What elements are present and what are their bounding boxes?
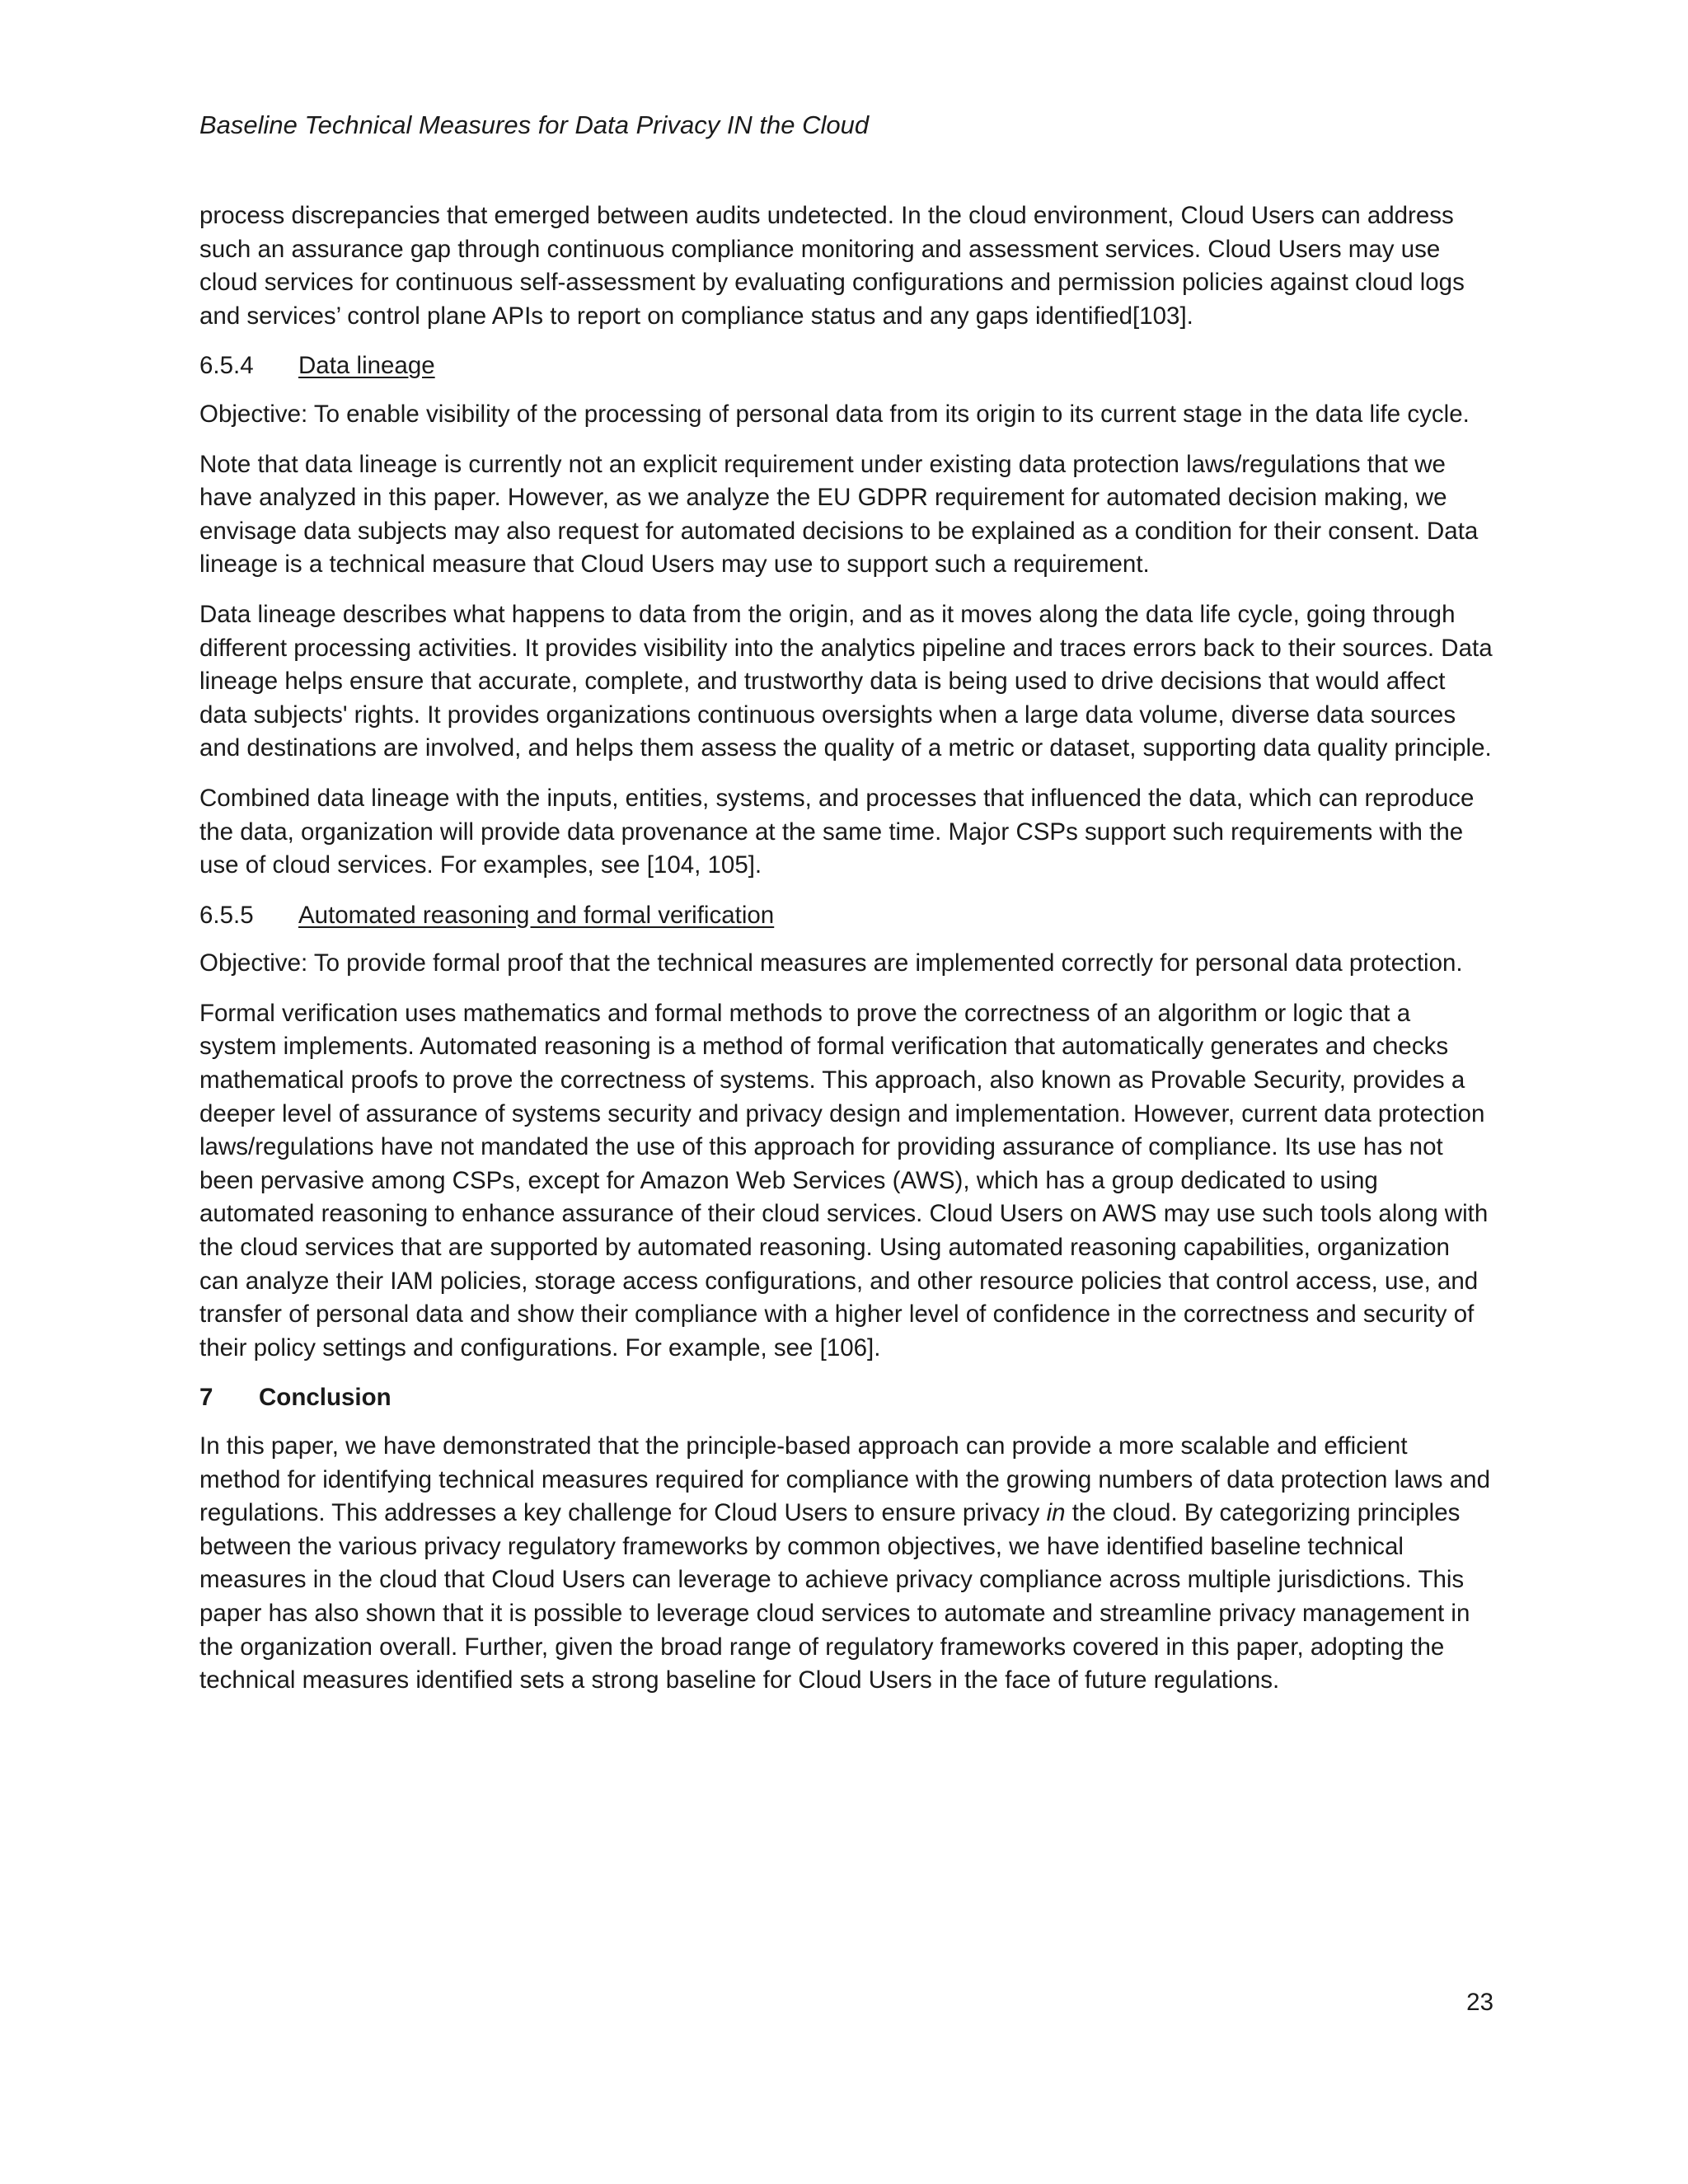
section-7-heading — [199, 1381, 1493, 1415]
section-title: Data lineage — [298, 352, 435, 380]
paragraph: Formal verification uses mathematics and formal methods to prove the correctness of an algorithm or logic that a system implements. Automated reasoning is a method of formal verification that automatically generates and checks mathematical proofs to prove the correctness of systems. This approach, also known as Provable Security, provides a deeper level of assurance of systems security and privacy design and implementation. However, current data protection laws/regulations have not mandated the use of this approach for providing assurance of compliance. Its use has not been pervasive among CSPs, except for Amazon Web Services (AWS), which has a group dedicated to using automated reasoning to enhance assurance of their cloud services. Cloud Users on AWS may use such tools along with the cloud services that are supported by automated reasoning. Using automated reasoning capabilities, organization can analyze their IAM policies, storage access configurations, and other resource policies that control access, use, and transfer of personal data and show their compliance with a higher level of confidence in the correctness and security of their policy settings and configurations. For example, see [106]. — [199, 999, 1489, 1361]
page-number: 23 — [1466, 1989, 1493, 2016]
conclusion-paragraph — [199, 1430, 1493, 1698]
intro-paragraph: process discrepancies that emerged between audits undetected. In the cloud environment, Cloud Users can address such an assurance gap through continuous compliance monitoring and assessment services. Cloud Users may use cloud services for continuous self-assessment by evaluating configurations and permission policies against cloud logs and services’ control plane APIs to report on compliance status and any gaps identified[103]. — [199, 202, 1465, 330]
section-title: Automated reasoning and formal verification — [298, 901, 775, 929]
paragraph: Objective: To provide formal proof that the technical measures are implemented correctly for personal data protection. — [199, 949, 1463, 977]
running-header: Baseline Technical Measures for Data Privacy IN the Cloud — [199, 110, 870, 139]
paragraph: Combined data lineage with the inputs, entities, systems, and processes that influenced the data, which can reproduce the data, organization will provide data provenance at the same time. Major CSPs support such requirements with the use of cloud services. For examples, see [104, 105]. — [199, 784, 1475, 879]
text-run: In this paper, we have demonstrated that the principle-based approach can provide a more scalable and efficient method for identifying technical measures required for compliance with the growing numbers of data protection laws and regulations. This addresses a key challenge for Cloud Users to ensure privacy — [199, 1432, 1490, 1527]
section-6-5-4-heading — [199, 349, 1493, 383]
paragraph: Data lineage describes what happens to data from the origin, and as it moves along the data life cycle, going through different processing activities. It provides visibility into the analytics pipeline and traces errors back to their sources. Data lineage helps ensure that accurate, complete, and trustworthy data is being used to drive decisions that would affect data subjects' rights. It provides organizations continuous oversights when a large data volume, diverse data sources and destinations are involved, and helps them assess the quality of a metric or dataset, supporting data quality principle. — [199, 600, 1493, 762]
section-number: 6.5.4 — [199, 352, 254, 380]
italic-text-run: in — [1046, 1499, 1066, 1527]
section-number: 7 — [199, 1384, 213, 1412]
paragraph: Note that data lineage is currently not an explicit requirement under existing data protection laws/regulations that we have analyzed in this paper. However, as we analyze the EU GDPR requirement for automated decision making, we envisage data subjects may also request for automated decisions to be explained as a condition for their consent. Data lineage is a technical measure that Cloud Users may use to support such a requirement. — [199, 450, 1479, 579]
section-title: Conclusion — [259, 1384, 392, 1412]
page-body — [199, 199, 1493, 1714]
text-run: the cloud. By categorizing principles between the various privacy regulatory frameworks by common objectives, we have identified baseline technical measures in the cloud that Cloud Users can leverage to achieve privacy compliance across multiple jurisdictions. This paper has also shown that it is possible to leverage cloud services to automate and streamline privacy management in the organization overall. Further, given the broad range of regulatory frameworks covered in this paper, adopting the technical measures identified sets a strong baseline for Cloud Users in the face of future regulations. — [199, 1499, 1470, 1694]
paragraph: Objective: To enable visibility of the processing of personal data from its origin to its current stage in the data life cycle. — [199, 400, 1470, 428]
section-number: 6.5.5 — [199, 901, 254, 929]
section-6-5-5-heading — [199, 899, 1493, 933]
